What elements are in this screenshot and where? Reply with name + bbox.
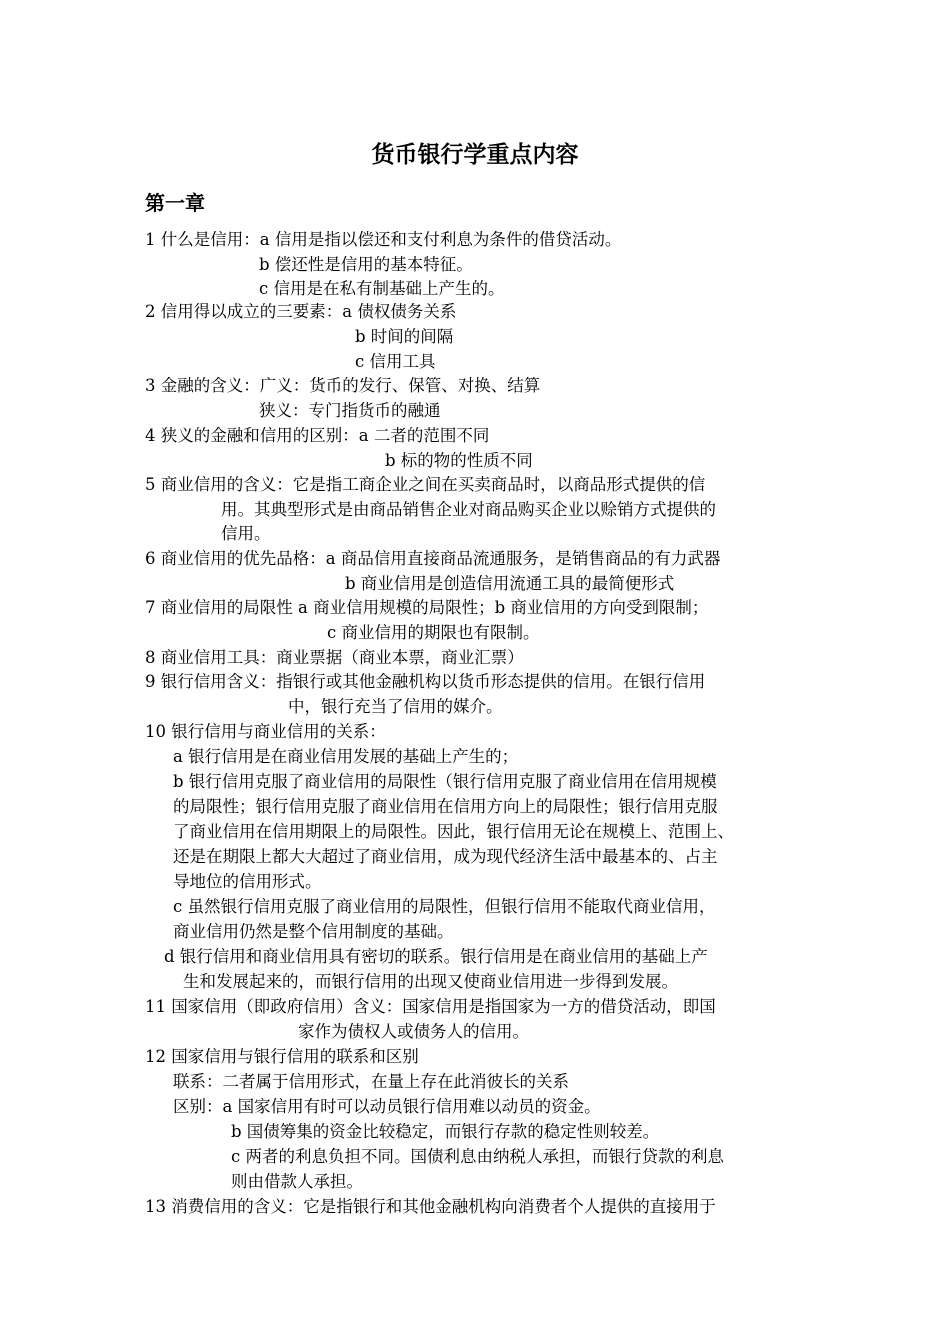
text-line: 11 国家信用（即政府信用）含义：国家信用是指国家为一方的借贷活动，即国: [145, 997, 716, 1016]
text-line: 信用。: [221, 524, 271, 543]
text-line: 了商业信用在信用期限上的局限性。因此，银行信用无论在规模上、范围上、: [173, 822, 734, 841]
text-line: 4 狭义的金融和信用的区别：a 二者的范围不同: [145, 426, 490, 445]
text-line: 用。其典型形式是由商品销售企业对商品购买企业以赊销方式提供的: [221, 500, 716, 519]
text-line: 10 银行信用与商业信用的关系：: [145, 722, 386, 741]
chapter-heading: 第一章: [145, 191, 205, 215]
text-line: 导地位的信用形式。: [173, 872, 322, 891]
text-line: 中，银行充当了信用的媒介。: [288, 697, 503, 716]
text-line: b 时间的间隔: [355, 327, 454, 346]
text-line: 区别：a 国家信用有时可以动员银行信用难以动员的资金。: [173, 1097, 601, 1116]
text-line: c 商业信用的期限也有限制。: [327, 623, 540, 642]
text-line: c 虽然银行信用克服了商业信用的局限性，但银行信用不能取代商业信用，: [173, 897, 716, 916]
text-line: 13 消费信用的含义：它是指银行和其他金融机构向消费者个人提供的直接用于: [145, 1197, 716, 1216]
text-line: 8 商业信用工具：商业票据（商业本票，商业汇票）: [145, 648, 524, 667]
text-line: 7 商业信用的局限性 a 商业信用规模的局限性；b 商业信用的方向受到限制；: [145, 598, 709, 617]
text-line: 的局限性；银行信用克服了商业信用在信用方向上的局限性；银行信用克服: [173, 797, 718, 816]
text-line: b 偿还性是信用的基本特征。: [259, 255, 473, 274]
text-line: 生和发展起来的，而银行信用的出现又使商业信用进一步得到发展。: [183, 972, 678, 991]
text-line: a 银行信用是在商业信用发展的基础上产生的；: [173, 747, 519, 766]
text-line: 2 信用得以成立的三要素：a 债权债务关系: [145, 302, 457, 321]
text-line: 9 银行信用含义：指银行或其他金融机构以货币形态提供的信用。在银行信用: [145, 672, 706, 691]
text-line: 则由借款人承担。: [231, 1172, 363, 1191]
text-line: 家作为债权人或债务人的信用。: [298, 1022, 529, 1041]
text-line: b 国债筹集的资金比较稳定，而银行存款的稳定性则较差。: [231, 1122, 660, 1141]
text-line: b 商业信用是创造信用流通工具的最简便形式: [345, 574, 675, 593]
text-line: b 标的物的性质不同: [385, 451, 533, 470]
text-line: b 银行信用克服了商业信用的局限性（银行信用克服了商业信用在信用规模: [173, 772, 717, 791]
text-line: c 信用工具: [355, 352, 436, 371]
text-line: c 两者的利息负担不同。国债利息由纳税人承担，而银行贷款的利息: [231, 1147, 724, 1166]
text-line: 联系：二者属于信用形式，在量上存在此消彼长的关系: [173, 1072, 569, 1091]
text-line: 商业信用仍然是整个信用制度的基础。: [173, 922, 454, 941]
text-line: 3 金融的含义：广义：货币的发行、保管、对换、结算: [145, 376, 541, 395]
text-line: 狭义：专门指货币的融通: [259, 401, 441, 420]
text-line: 12 国家信用与银行信用的联系和区别: [145, 1047, 419, 1066]
text-line: c 信用是在私有制基础上产生的。: [259, 279, 505, 298]
text-line: d 银行信用和商业信用具有密切的联系。银行信用是在商业信用的基础上产: [164, 947, 708, 966]
text-line: 还是在期限上都大大超过了商业信用，成为现代经济生活中最基本的、占主: [173, 847, 718, 866]
text-line: 6 商业信用的优先品格：a 商品信用直接商品流通服务，是销售商品的有力武器: [145, 549, 721, 568]
document-title: 货币银行学重点内容: [371, 142, 579, 168]
text-line: 1 什么是信用：a 信用是指以偿还和支付利息为条件的借贷活动。: [145, 230, 622, 249]
text-line: 5 商业信用的含义：它是指工商企业之间在买卖商品时，以商品形式提供的信: [145, 475, 706, 494]
